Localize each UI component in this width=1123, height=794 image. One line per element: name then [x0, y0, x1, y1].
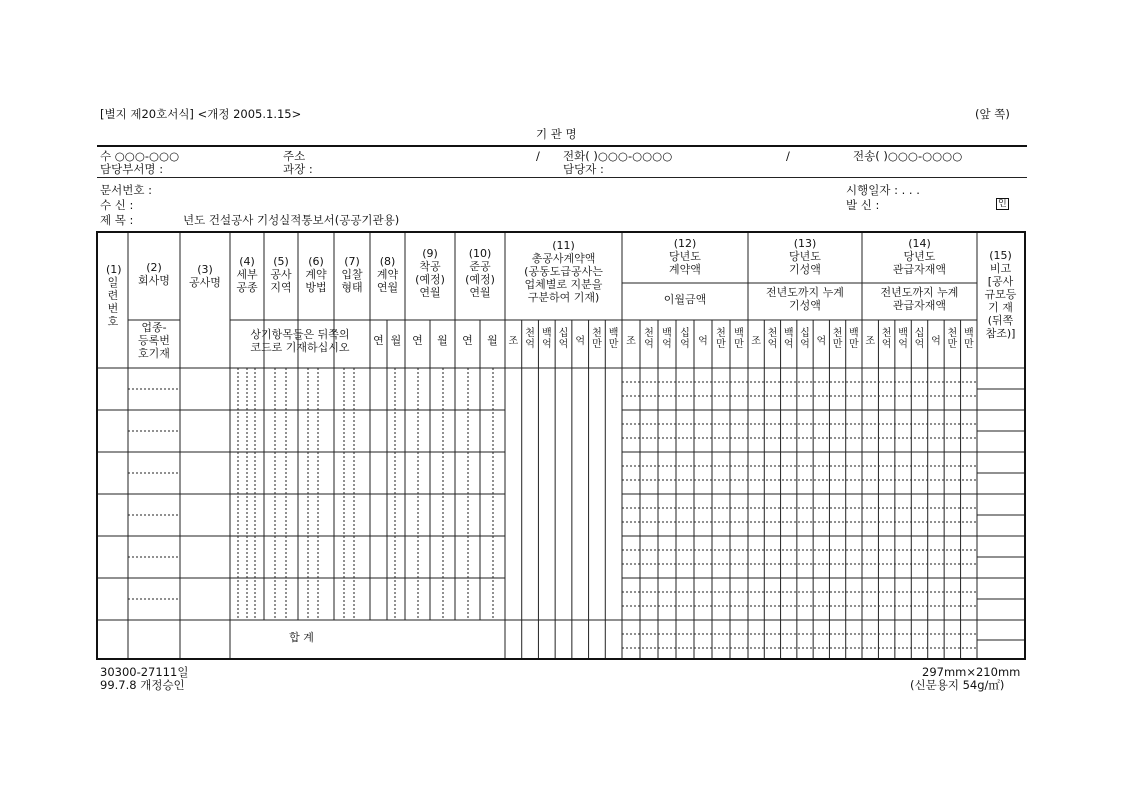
col-year-contract: (12) 당년도 계약액 [669, 237, 701, 276]
finish-year-label: 연 [462, 334, 473, 347]
form-number: [별지 제20호서식] <개정 2005.1.15> [100, 107, 302, 121]
finish-month-label: 월 [487, 334, 498, 347]
col-contract-ym: (8) 계약 연월 [376, 255, 399, 294]
paper-type: (신문용지 54g/㎡) [910, 678, 1005, 692]
amount-unit-label: 조 [751, 336, 761, 347]
col-detail-trade: (4) 세부 공종 [236, 255, 258, 294]
contact-person: 담당자 : [563, 162, 604, 176]
col-year-materials: (14) 당년도 관급자재액 [892, 237, 947, 276]
col-company-name: (2) 회사명 [138, 261, 170, 287]
dept-label: 담당부서명 : [100, 162, 164, 176]
amount-unit-label: 천억 [644, 328, 654, 350]
total-label: 합 계 [289, 631, 314, 644]
start-year-label: 연 [412, 334, 423, 347]
start-month-label: 월 [437, 334, 448, 347]
col-total-contract: (11) 총공사계약액 [531, 239, 596, 265]
doc-number: 문서번호 : [100, 183, 152, 197]
amount-unit-label: 조 [865, 336, 876, 347]
subject-label: 제 목 : [100, 213, 134, 227]
report-table [96, 231, 1026, 660]
amount-unit-label: 천억 [767, 328, 778, 350]
amount-unit-label: 천만 [832, 328, 843, 350]
amount-unit-label: 천만 [947, 328, 958, 350]
amount-unit-label: 억 [816, 336, 827, 347]
seal-icon: 인 [998, 199, 1007, 209]
amount-unit-label: 백억 [662, 328, 672, 350]
contract-year-label: 연 [373, 334, 384, 347]
col-remarks: (15) 비고 [공사 규모등 기 재 (뒤쪽 참조)] [984, 249, 1017, 340]
amount-unit-label: 억 [575, 336, 586, 347]
page-side: (앞 쪽) [975, 107, 1010, 121]
amount-unit-label: 십억 [800, 328, 810, 350]
amount-unit-label: 십억 [558, 328, 569, 350]
col-year-progress: (13) 당년도 기성액 [789, 237, 821, 276]
amount-unit-label: 백억 [783, 328, 794, 350]
header-rule [97, 145, 1027, 147]
amount-unit-label: 백만 [608, 328, 619, 350]
col-finish-ym: (10) 준공 (예정) 연월 [465, 247, 495, 299]
col-year-contract-sub: 이월금액 [663, 293, 707, 306]
col-contract-method: (6) 계약 방법 [305, 255, 327, 294]
address-rule [97, 177, 1027, 178]
code-instruction: 상기항목들은 뒤쪽의 코드로 기재하십시오 [250, 328, 350, 354]
sender: 발 신 : [846, 198, 880, 212]
amount-unit-label: 천억 [525, 328, 535, 350]
amount-unit-label: 십억 [914, 328, 925, 350]
slash-1: / [536, 149, 540, 163]
section-chief: 과장 : [283, 162, 313, 176]
subject: 년도 건설공사 기성실적통보서(공공기관용) [183, 213, 400, 227]
address-label: 주소 [283, 149, 306, 163]
recipient-line: 수 ○○○-○○○ [100, 149, 180, 163]
amount-unit-label: 억 [698, 336, 708, 347]
amount-unit-label: 백억 [541, 328, 552, 350]
amount-unit-label: 조 [626, 336, 636, 347]
amount-unit-label: 천억 [881, 328, 892, 350]
amount-unit-label: 백만 [849, 328, 859, 350]
col-total-contract-note: (공동도급공사는 업체별로 지분을 구분하여 기재) [524, 265, 603, 304]
col-region: (5) 공사 지역 [270, 255, 292, 294]
recipient-2: 수 신 : [100, 198, 134, 212]
amount-unit-label: 천만 [592, 328, 602, 350]
institution-name: 기 관 명 [536, 127, 577, 141]
col-year-materials-sub: 전년도까지 누계 관급자재액 [880, 286, 959, 312]
amount-unit-label: 천만 [716, 328, 726, 350]
phone: 전화( )○○○-○○○○ [563, 149, 673, 163]
effective-date: 시행일자 : . . . [846, 183, 920, 197]
amount-unit-label: 백만 [963, 328, 974, 350]
contract-month-label: 월 [390, 334, 402, 347]
col-bid-type: (7) 입찰 형태 [341, 255, 363, 294]
col-serial-number: (1) 일련번호 [106, 263, 122, 328]
amount-unit-label: 백만 [734, 328, 744, 350]
amount-unit-label: 백억 [898, 328, 908, 350]
amount-unit-label: 억 [931, 336, 941, 347]
amount-unit-label: 조 [508, 336, 519, 347]
col-start-ym: (9) 착공 (예정) 연월 [415, 247, 445, 299]
fax: 전송( )○○○-○○○○ [853, 149, 963, 163]
col-company-sub: 업종- 등록번 호기재 [138, 321, 170, 360]
slash-2: / [786, 149, 790, 163]
paper-size: 297mm×210mm [922, 665, 1021, 679]
form-code: 30300-27111일 [100, 665, 189, 679]
amount-unit-label: 십억 [680, 328, 690, 350]
col-project-name: (3) 공사명 [189, 263, 221, 289]
approval-date: 99.7.8 개정승인 [100, 678, 185, 692]
col-year-progress-sub: 전년도까지 누계 기성액 [766, 286, 844, 312]
